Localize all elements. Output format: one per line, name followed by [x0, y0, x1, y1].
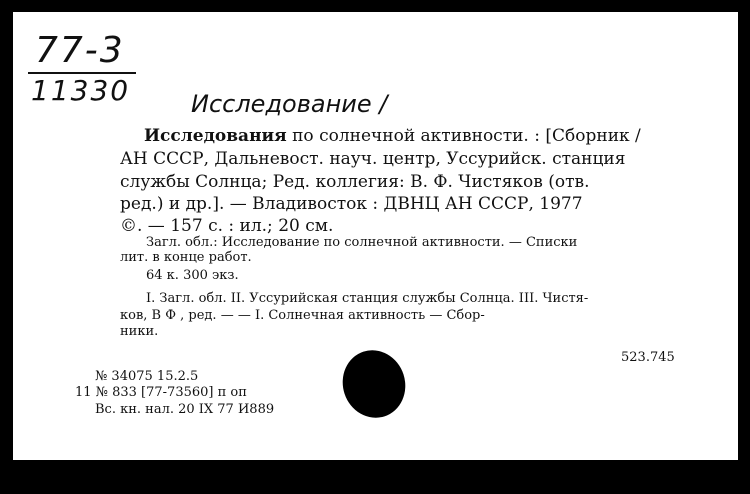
entry-line-5: ©. — 157 с. : ил.; 20 см.	[120, 216, 334, 236]
entry-line-3: службы Солнца; Ред. коллегия: В. Ф. Чистяков (отв.	[120, 172, 590, 192]
entry-line-1	[144, 126, 641, 146]
footer-line-1: № 34075 15.2.5	[95, 369, 199, 384]
entry-line-2: АН СССР, Дальневост. науч. центр, Уссурийск. станция	[120, 149, 626, 169]
handwritten-call-number-top: 77-3	[35, 30, 125, 71]
note-line-5: ков, В Ф , ред. — — I. Солнечная активность — Сбор-	[120, 308, 485, 323]
handwritten-call-number-bottom: 11330	[31, 74, 131, 107]
entry-line-1-rest: по солнечной активности. : [Сборник /	[292, 126, 641, 146]
entry-line-4: ред.) и др.]. — Владивосток : ДВНЦ АН СССР, 1977	[120, 194, 583, 214]
entry-title: Исследования	[144, 126, 287, 146]
note-line-4: I. Загл. обл. II. Уссурийская станция службы Солнца. III. Чистя-	[146, 291, 589, 306]
classification-number: 523.745	[621, 350, 675, 365]
handwritten-heading: Исследование /	[191, 90, 388, 118]
note-line-2: лит. в конце работ.	[120, 250, 252, 265]
note-line-6: ники.	[120, 324, 159, 339]
footer-line-3: Вс. кн. нал. 20 IX 77 И889	[95, 402, 275, 417]
footer-line-2: 11 № 833 [77-73560] п оп	[75, 385, 247, 400]
note-line-3: 64 к. 300 экз.	[146, 268, 239, 283]
note-line-1: Загл. обл.: Исследование по солнечной активности. — Списки	[146, 235, 578, 250]
